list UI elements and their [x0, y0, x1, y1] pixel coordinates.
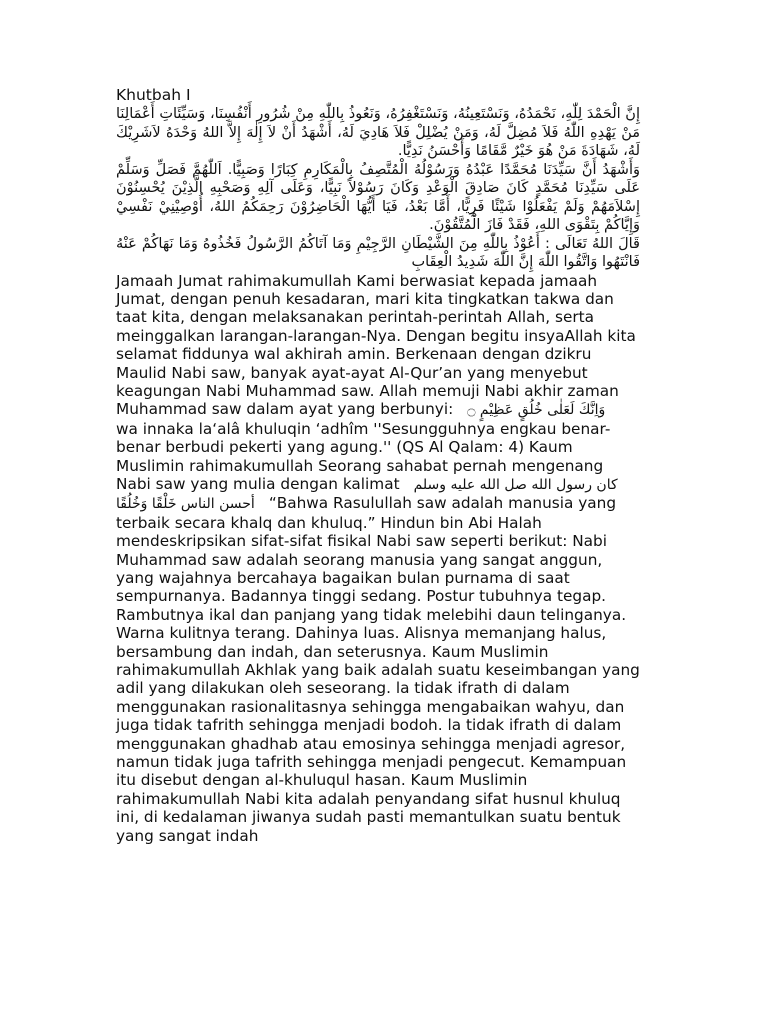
document-page: [116, 86, 640, 845]
arabic-opening-paragraph-2: وَأَشْهَدُ أَنَّ سَيِّدَنَا مُحَمَّدًا عَبْدُهُ وَرَسُوْلُهُ الْمُتَّصِفُ بِالْمَكَارِمِ كِبَارًا وَصَبِيًّا. اَللّٰهُمَّ فَصَلِّ وَسَلِّمْ عَلَى سَيِّدِنَا مُحَمَّدٍ كَانَ صَادِقَ الْوَعْدِ وَكَانَ رَسُوْلاً نَبِيًّا، وَعَلَى آلِهِ وَصَحْبِهِ الَّذِيْنَ يُحْسِنُوْنَ إِسْلاَمَهُمْ وَلَمْ يَفْعَلُوْا شَيْئًا فَرِيًّا، أَمَّا بَعْدُ، فَيَا أَيُّهَا الْحَاضِرُوْنَ رَحِمَكُمُ اللهُ، أُوْصِيْنِيْ نَفْسِيْ وَإِيَّاكُمْ بِتَقْوَى اللهِ، فَقَدْ فَازَ الْمُتَّقُوْنَ.: [116, 161, 640, 233]
paragraph-jamaah: Jamaah Jumat rahimakumullah Kami berwasiat kepada jamaah Jumat, dengan penuh kesadaran, mari kita tingkatkan takwa dan taat kita, dengan melaksanakan perintah-perintah Allah, serta meinggalkan larangan-larangan-Nya. Dengan begitu insyaAllah kita selamat fiddunya wal akhirah amin. Berkenaan dengan dzikru Maulid Nabi saw, banyak ayat-ayat Al-Qur’an yang menyebut keagungan Nabi Muhammad saw. Allah memuji Nabi akhir zaman Muhammad saw dalam ayat yang berbunyi:: [116, 271, 636, 419]
arabic-verse-qalam: وَاِنَّكَ لَعَلٰى خُلُقٍ عَظِيْمٍ ۝: [467, 402, 606, 419]
arabic-hadith: كان رسول الله صل الله عليه وسلم أحسن الناس خَلْقًا وَخُلُقًا: [116, 476, 618, 513]
khutbah-body: [116, 272, 640, 846]
arabic-quran-quote: قَالَ اللهُ تَعَالَى : أَعُوْذُ بِاللّٰهِ مِنَ الشَّيْطَانِ الرَّجِيْمِ وَمَا آتَاكُمُ الرَّسُولُ فَخُذُوهُ وَمَا نَهَاكُمْ عَنْهُ فَانْتَهُوا وَاتَّقُوا اللّٰهَ إِنَّ اللّٰهَ شَدِيدُ الْعِقَابِ: [116, 235, 640, 270]
document-title: Khutbah I: [116, 86, 191, 104]
paragraph-akhlak: “Bahwa Rasulullah saw adalah manusia yang terbaik secara khalq dan khuluq.” Hindun bin Abi Halah mendeskripsikan sifat-sifat fisikal Nabi saw seperti berikut: Nabi Muhammad saw adalah seorang manusia yang sangat anggun, yang wajahnya bercahaya bagaikan bulan purnama di saat sempurnanya. Badannya tinggi sedang. Postur tubuhnya tegap. Rambutnya ikal dan panjang yang tidak melebihi daun telinganya. Warna kulitnya terang. Dahinya luas. Alisnya memanjang halus, bersambung dan indah, dan seterusnya. Kaum Muslimin rahimakumullah Akhlak yang baik adalah suatu keseimbangan yang adil yang dilakukan oleh seseorang. la tidak ifrath di dalam menggunakan rasionalitasnya sehingga mengabaikan wahyu, dan juga tidak tafrith sehingga menjadi bodoh. la tidak ifrath di dalam menggunakan ghadhab atau emosinya sehingga menjadi agresor, namun tidak juga tafrith sehingga menjadi pengecut. Kemampuan itu disebut dengan al-khuluqul hasan. Kaum Muslimin rahimakumullah Nabi kita adalah penyandang sifat husnul khuluq ini, di kedalaman jiwanya sudah pasti memantulkan suatu bentuk yang sangat indah: [116, 494, 640, 845]
paragraph-verse-translation: wa innaka la‘alâ khuluqin ‘adhîm ''Sesungguhnya engkau benar-benar berbudi pekerti yang agung.'' (QS Al Qalam: 4) Kaum Muslimin rahimakumullah Seorang sahabat pernah mengenang Nabi saw yang mulia dengan kalimat: [116, 419, 611, 493]
arabic-opening-paragraph-1: إِنَّ الْحَمْدَ لِلّٰهِ، نَحْمَدُهُ، وَنَسْتَعِينُهُ، وَنَسْتَغْفِرُهُ، وَنَعُوذُ بِاللّٰهِ مِنْ شُرُورِ أَنْفُسِنَا، وَسَيِّئَاتِ أَعْمَالِنَا مَنْ يَهْدِهِ اللّٰهُ فَلاَ مُضِلَّ لَهُ، وَمَنْ يُضْلِلْ فَلاَ هَادِيَ لَهُ، أَشْهَدُ أَنْ لاَ إِلٰهَ إِلاَّ اللهُ وَحْدَهُ لاَشَرِيْكَ لَهُ، شَهَادَةَ مَنْ هُوَ خَيْرٌ مَّقَامًا وَأَحْسَنُ نَدِيًّا.: [116, 106, 640, 159]
